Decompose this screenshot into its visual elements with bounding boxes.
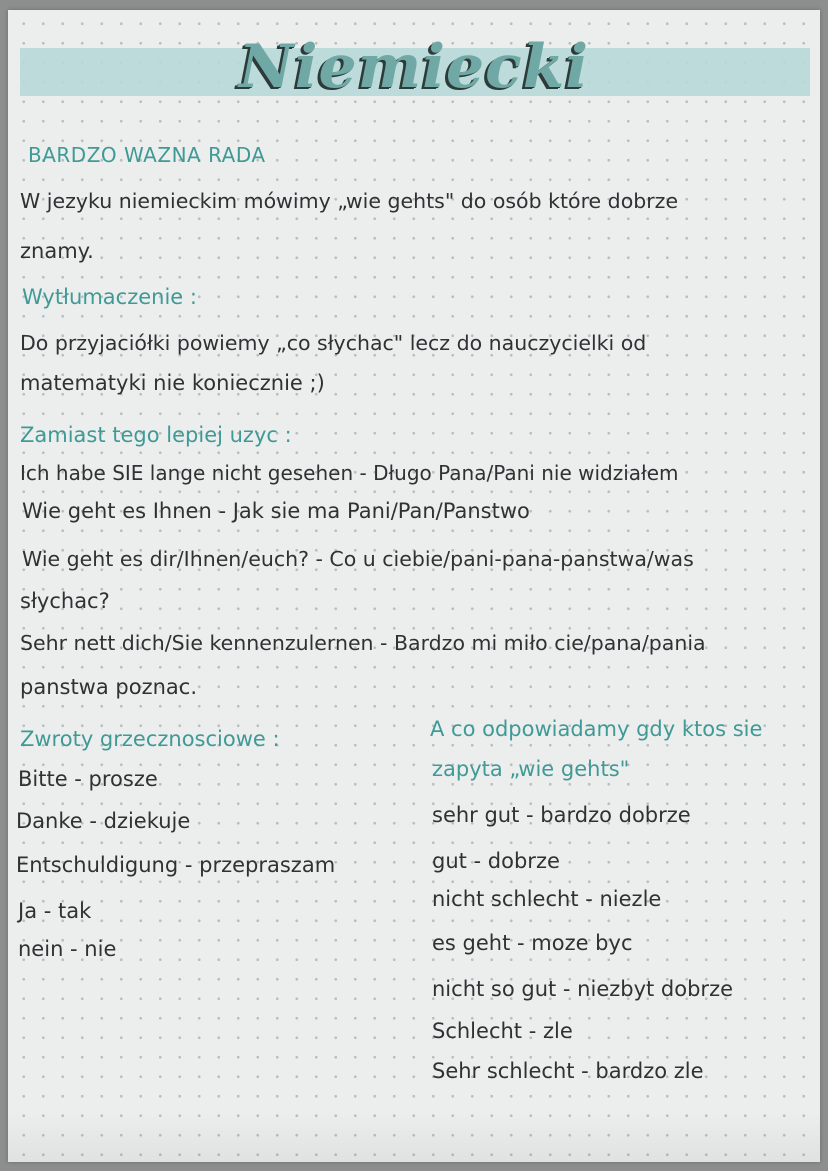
answer-item: Sehr schlecht - bardzo zle xyxy=(432,1059,704,1083)
instead-line-2: Wie geht es Ihnen - Jak sie ma Pani/Pan/Panstwo xyxy=(22,499,530,523)
answers-heading-line-1: A co odpowiadamy gdy ktos sie xyxy=(430,717,763,741)
polite-phrase-item: Entschuldigung - przepraszam xyxy=(16,853,336,877)
explanation-heading: Wytłumaczenie : xyxy=(22,285,197,309)
instead-line-1: Ich habe SIE lange nicht gesehen - Długo Pana/Pani nie widziałem xyxy=(20,461,679,485)
answer-item: nicht so gut - niezbyt dobrze xyxy=(432,977,734,1001)
explanation-text-line-1: Do przyjaciółki powiemy „co słychac" lecz do nauczycielki od xyxy=(20,331,647,355)
polite-phrases-heading: Zwroty grzecznosciowe : xyxy=(20,727,280,751)
instead-line-4: słychac? xyxy=(20,589,110,613)
instead-line-5: Sehr nett dich/Sie kennenzulernen - Bardzo mi miło cie/pana/pania xyxy=(20,631,706,655)
answer-item: sehr gut - bardzo dobrze xyxy=(432,803,691,827)
advice-text-line-1: W jezyku niemieckim mówimy „wie gehts" do osób które dobrze xyxy=(20,189,679,213)
polite-phrase-item: Bitte - prosze xyxy=(18,767,158,791)
advice-text-line-2: znamy. xyxy=(20,239,94,263)
explanation-text-line-2: matematyki nie koniecznie ;) xyxy=(20,371,325,395)
advice-heading: BARDZO WAZNA RADA xyxy=(28,143,266,167)
answer-item: es geht - moze byc xyxy=(432,931,633,955)
page-bottom-shade xyxy=(8,1112,820,1162)
polite-phrase-item: nein - nie xyxy=(18,937,117,961)
answer-item: Schlecht - zle xyxy=(432,1019,573,1043)
polite-phrase-item: Ja - tak xyxy=(18,899,92,923)
instead-line-6: panstwa poznac. xyxy=(20,675,198,699)
answer-item: gut - dobrze xyxy=(432,849,560,873)
instead-heading: Zamiast tego lepiej uzyc : xyxy=(20,423,292,447)
polite-phrase-item: Danke - dziekuje xyxy=(16,809,191,833)
instead-line-3: Wie geht es dir/Ihnen/euch? - Co u ciebie/pani-pana-panstwa/was xyxy=(22,547,694,571)
notebook-page xyxy=(8,10,820,1162)
answer-item: nicht schlecht - niezle xyxy=(432,887,662,911)
page-title: Niemiecki xyxy=(238,32,590,102)
answers-heading-line-2: zapyta „wie gehts" xyxy=(432,757,630,781)
